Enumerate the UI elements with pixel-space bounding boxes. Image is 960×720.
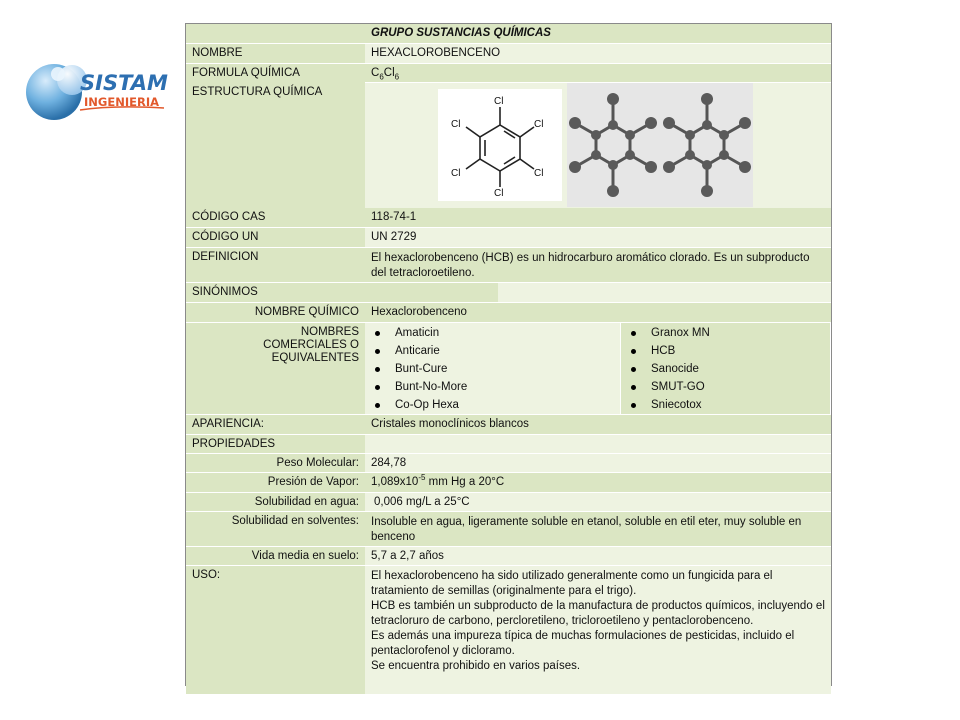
list-item: HCB: [627, 342, 824, 360]
sheet-title: GRUPO SUSTANCIAS QUÍMICAS: [365, 24, 831, 43]
propiedades-label: PROPIEDADES: [186, 435, 365, 453]
nombre-label: NOMBRE: [186, 44, 365, 63]
uso-paragraph: El hexaclorobenceno ha sido utilizado generalmente como un fungicida para el tratamiento de semillas (originalmente para el trigo).: [371, 570, 773, 597]
atom-cl-2: Cl: [534, 119, 544, 130]
substance-sheet: [185, 23, 832, 686]
list-item: Anticarie: [371, 342, 614, 360]
uso-paragraph: HCB es también un subproducto de la manufactura de productos químicos, incluyendo el tetracloruro de carbono, percloretileno, tricloroetileno y pentaclorobenceno.: [371, 600, 825, 627]
sol-agua-value: 0,006 mg/L a 25°C: [365, 493, 831, 511]
list-item: Granox MN: [627, 324, 824, 342]
logo-brand-text: SISTAM: [80, 71, 168, 95]
propiedades-empty: [365, 435, 831, 453]
atom-cl-6: Cl: [451, 119, 461, 130]
apariencia-value: Cristales monoclínicos blancos: [365, 415, 831, 434]
sinonimos-label: SINÓNIMOS: [186, 283, 498, 302]
uso-paragraph: Es además una impureza típica de muchas formulaciones de pesticidas, incluido el pentaclorofenol y dicloramo.: [371, 630, 795, 657]
list-item: Bunt-No-More: [371, 378, 614, 396]
peso-label: Peso Molecular:: [186, 454, 365, 472]
atom-cl-1: Cl: [494, 96, 504, 107]
nombre-value: HEXACLOROBENCENO: [365, 44, 831, 63]
cas-value: 118-74-1: [365, 208, 831, 227]
formula-estructura-labels: [186, 64, 365, 208]
nombre-quimico-value: Hexaclorobenceno: [365, 303, 831, 322]
comerciales-label: NOMBRES COMERCIALES O EQUIVALENTES: [186, 323, 365, 414]
apariencia-label: APARIENCIA:: [186, 415, 365, 434]
list-item: Sanocide: [627, 360, 824, 378]
definicion-value: El hexaclorobenceno (HCB) es un hidrocarburo aromático clorado. Es un subproducto del tetracloroetileno.: [365, 248, 831, 282]
sol-solv-label: Solubilidad en solventes:: [186, 512, 365, 546]
structural-formula-diagram: [438, 89, 562, 201]
sol-solv-value: Insoluble en agua, ligeramente soluble en etanol, soluble en etil eter, muy soluble en benceno: [365, 512, 831, 546]
atom-cl-3: Cl: [534, 168, 544, 179]
list-item: Co-Op Hexa: [371, 396, 614, 414]
list-item: Sniecotox: [627, 396, 824, 414]
comerciales-list-left: [365, 323, 621, 414]
presion-label: Presión de Vapor:: [186, 473, 365, 492]
ball-and-stick-models: [567, 83, 753, 207]
definicion-label: DEFINICION: [186, 248, 365, 282]
presion-value: $1,089x10^{-5}$ mm Hg a 20°C: [365, 473, 831, 492]
un-value: UN 2729: [365, 228, 831, 247]
sol-agua-label: Solubilidad en agua:: [186, 493, 365, 511]
uso-label: USO:: [186, 566, 365, 694]
list-item: SMUT-GO: [627, 378, 824, 396]
title-spacer: [186, 24, 365, 43]
uso-paragraph: Se encuentra prohibido en varios países.: [371, 660, 581, 672]
uso-value: [365, 566, 831, 694]
structure-images: [365, 83, 831, 207]
nombre-quimico-label: NOMBRE QUÍMICO: [186, 303, 365, 322]
atom-cl-5: Cl: [451, 168, 461, 179]
peso-value: 284,78: [365, 454, 831, 472]
vida-label: Vida media en suelo:: [186, 547, 365, 565]
list-item: Amaticin: [371, 324, 614, 342]
un-label: CÓDIGO UN: [186, 228, 365, 247]
sistam-logo: [24, 58, 174, 140]
sinonimos-empty: [498, 283, 831, 302]
cas-label: CÓDIGO CAS: [186, 208, 365, 227]
formula-label: FORMULA QUÍMICA: [192, 67, 300, 79]
vida-value: 5,7 a 2,7 años: [365, 547, 831, 565]
formula-value: $C_6Cl_6$: [365, 64, 831, 83]
estructura-label: ESTRUCTURA QUÍMICA: [192, 86, 323, 98]
list-item: Bunt-Cure: [371, 360, 614, 378]
formula-estructura-values: [365, 64, 831, 208]
atom-cl-4: Cl: [494, 188, 504, 199]
logo-subtitle-text: INGENIERIA: [84, 95, 159, 109]
comerciales-list-right: [621, 323, 830, 414]
